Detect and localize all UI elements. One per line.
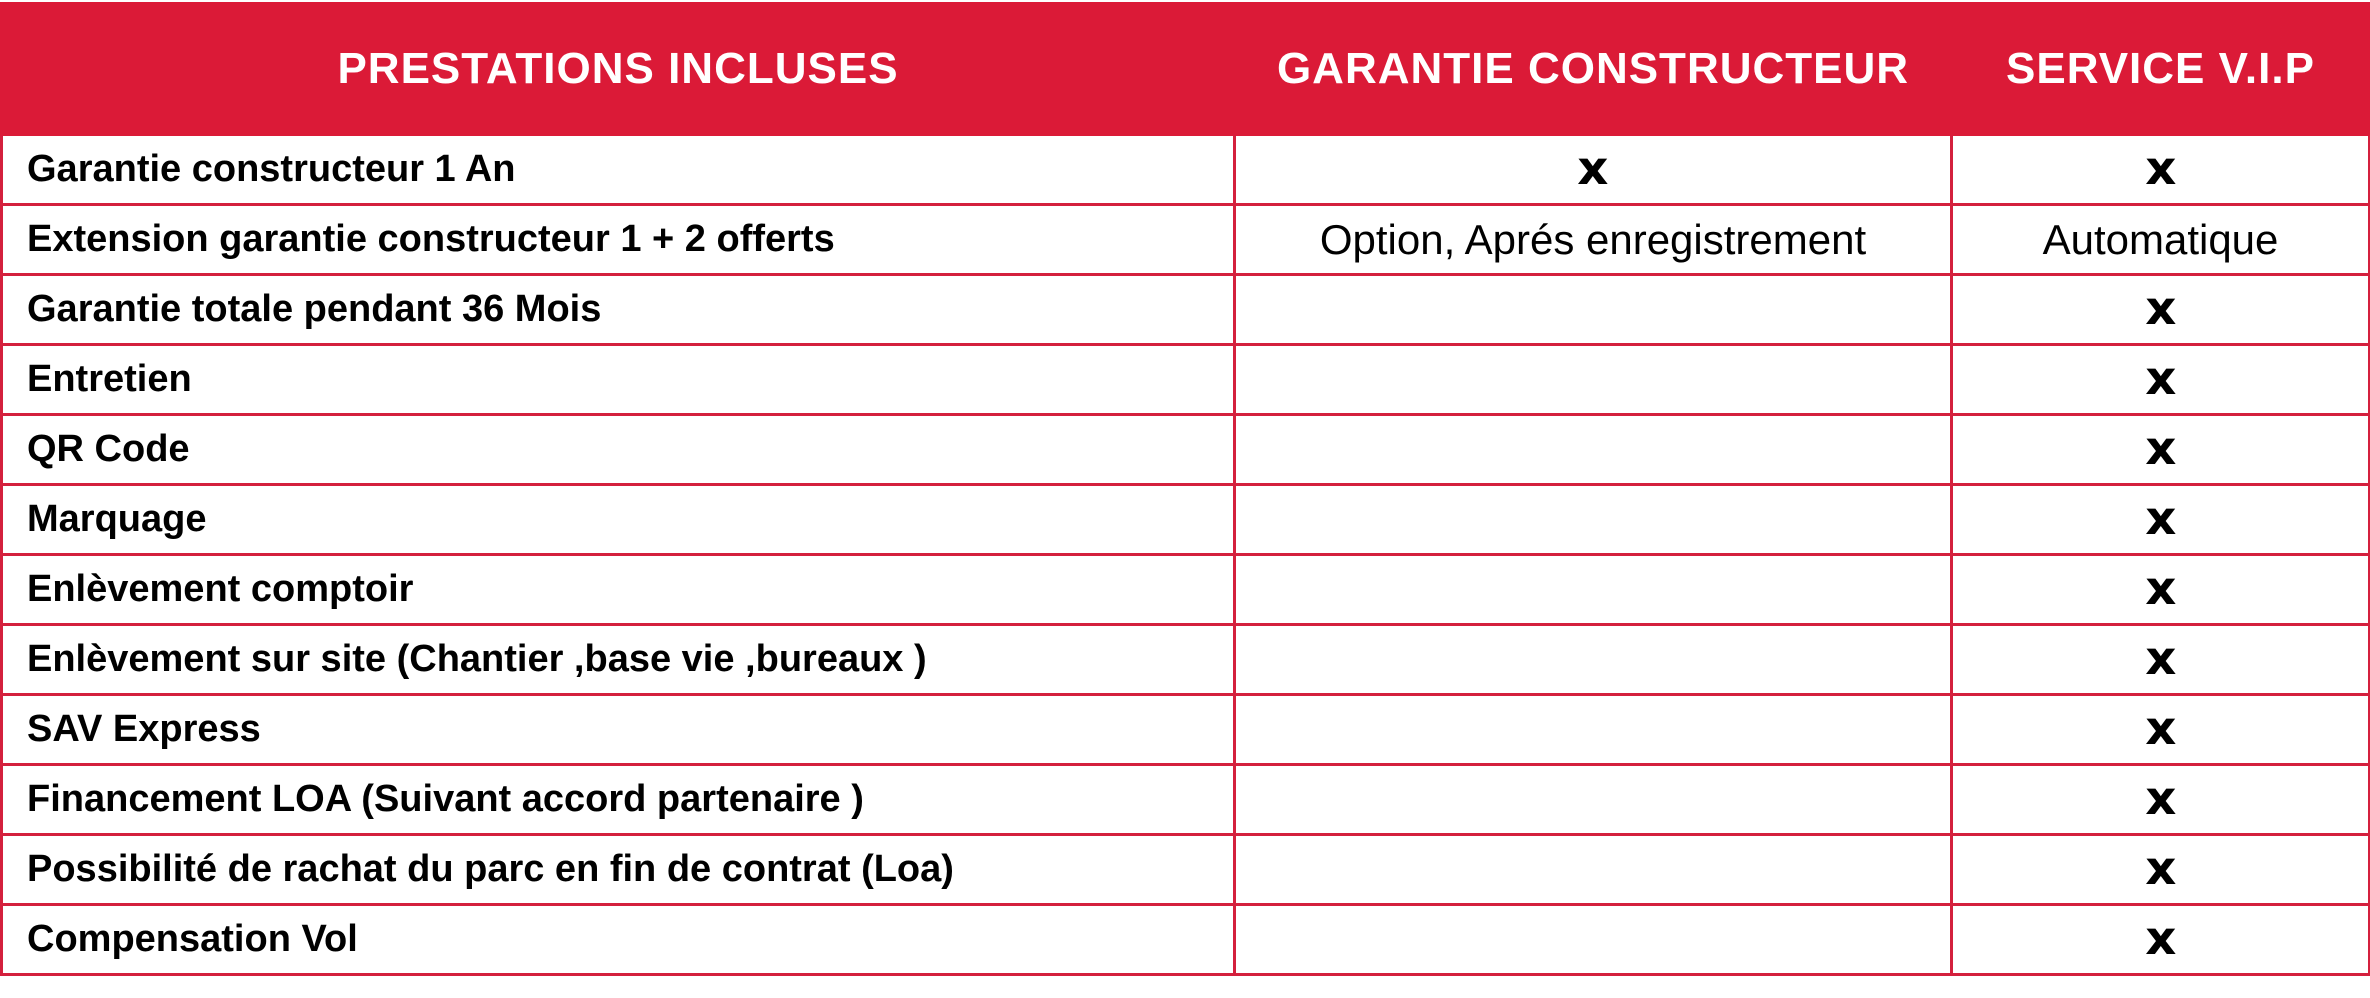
check-x-mark: x <box>2144 421 2177 475</box>
prestation-label: Garantie totale pendant 36 Mois <box>2 275 1235 345</box>
prestation-label: Enlèvement comptoir <box>2 555 1235 625</box>
header-garantie-constructeur: GARANTIE CONSTRUCTEUR <box>1235 4 1952 135</box>
service-vip-cell <box>1952 695 2370 765</box>
header-row <box>2 4 2370 135</box>
service-vip-cell <box>1952 765 2370 835</box>
check-x-mark: x <box>2144 491 2177 545</box>
prestation-label: Entretien <box>2 345 1235 415</box>
garantie-constructeur-cell <box>1235 205 1952 275</box>
header-service-vip: SERVICE V.I.P <box>1952 4 2370 135</box>
garantie-constructeur-cell <box>1235 345 1952 415</box>
prestation-label: Enlèvement sur site (Chantier ,base vie ,bureaux ) <box>2 625 1235 695</box>
service-vip-cell <box>1952 275 2370 345</box>
service-vip-cell <box>1952 905 2370 975</box>
prestation-label: Possibilité de rachat du parc en fin de contrat (Loa) <box>2 835 1235 905</box>
services-comparison-table <box>0 2 2370 976</box>
garantie-constructeur-cell <box>1235 275 1952 345</box>
garantie-constructeur-cell <box>1235 415 1952 485</box>
cell-text: Option, Aprés enregistrement <box>1319 215 1867 263</box>
prestation-label: SAV Express <box>2 695 1235 765</box>
garantie-constructeur-cell <box>1235 485 1952 555</box>
service-vip-cell <box>1952 205 2370 275</box>
table-row <box>2 345 2370 415</box>
garantie-constructeur-cell <box>1235 905 1952 975</box>
prestation-label: Financement LOA (Suivant accord partenaire ) <box>2 765 1235 835</box>
service-vip-cell <box>1952 345 2370 415</box>
check-x-mark: x <box>2144 701 2177 755</box>
check-x-mark: x <box>2144 351 2177 405</box>
prestation-label: Compensation Vol <box>2 905 1235 975</box>
service-vip-cell <box>1952 625 2370 695</box>
check-x-mark: x <box>2144 841 2177 895</box>
table-row <box>2 905 2370 975</box>
garantie-constructeur-cell <box>1235 555 1952 625</box>
table-row <box>2 135 2370 205</box>
service-vip-cell <box>1952 555 2370 625</box>
table-body <box>2 135 2370 975</box>
prestation-label: QR Code <box>2 415 1235 485</box>
service-vip-cell <box>1952 835 2370 905</box>
garantie-constructeur-cell <box>1235 135 1952 205</box>
check-x-mark: x <box>2144 281 2177 335</box>
service-vip-cell <box>1952 135 2370 205</box>
prestation-label: Marquage <box>2 485 1235 555</box>
check-x-mark: x <box>2144 561 2177 615</box>
check-x-mark: x <box>2144 911 2177 965</box>
table-row <box>2 205 2370 275</box>
table-row <box>2 695 2370 765</box>
table-row <box>2 835 2370 905</box>
prestation-label: Extension garantie constructeur 1 + 2 offerts <box>2 205 1235 275</box>
table-row <box>2 415 2370 485</box>
table-row <box>2 555 2370 625</box>
table-header <box>2 4 2370 135</box>
cell-text: Automatique <box>2042 215 2279 263</box>
garantie-constructeur-cell <box>1235 765 1952 835</box>
table-row <box>2 485 2370 555</box>
garantie-constructeur-cell <box>1235 835 1952 905</box>
check-x-mark: x <box>2144 771 2177 825</box>
garantie-constructeur-cell <box>1235 695 1952 765</box>
header-prestations-incluses: PRESTATIONS INCLUSES <box>2 4 1235 135</box>
table-row <box>2 625 2370 695</box>
garantie-constructeur-cell <box>1235 625 1952 695</box>
service-vip-cell <box>1952 415 2370 485</box>
table-row <box>2 765 2370 835</box>
table-row <box>2 275 2370 345</box>
check-x-mark: x <box>2144 141 2177 195</box>
prestation-label: Garantie constructeur 1 An <box>2 135 1235 205</box>
check-x-mark: x <box>2144 631 2177 685</box>
check-x-mark: x <box>1577 141 1609 195</box>
service-vip-cell <box>1952 485 2370 555</box>
